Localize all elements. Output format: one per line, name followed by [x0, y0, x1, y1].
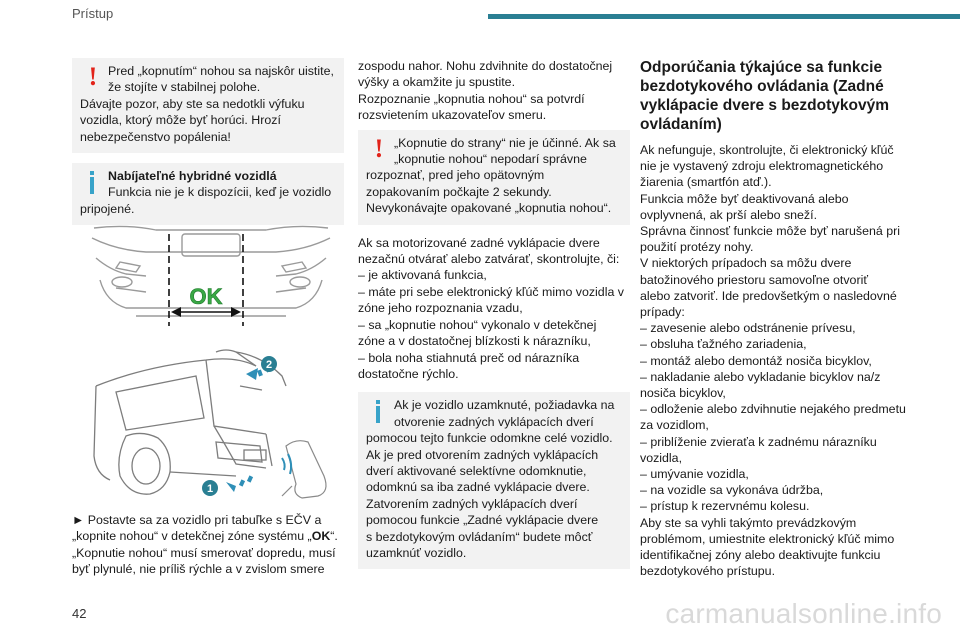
- info-icon: [376, 400, 380, 423]
- text-line: žiarenia (smartfón atď.).: [640, 175, 772, 190]
- text-line: nosiča bicyklov,: [640, 386, 726, 401]
- info-line: pomocou tejto funkcie odomkne celé vozidlo.: [366, 431, 613, 446]
- header-accent-bar: [488, 14, 960, 19]
- intro-text: [358, 58, 630, 124]
- text-line: ovplyvnená, ak prší alebo sneží.: [640, 207, 818, 222]
- text-line: – bola noha stiahnutá preč od nárazníka: [358, 350, 580, 365]
- text-line: nie je vystavený zdroju elektromagnetického: [640, 159, 884, 174]
- info-title: Nabíjateľné hybridné vozidlá: [108, 169, 277, 184]
- text-line: Ak sa motorizované zadné vyklápacie dvere: [358, 235, 600, 250]
- text-line: identifikačnej zóny alebo deaktivujte funkciu: [640, 548, 881, 563]
- instructions-text: [72, 512, 346, 578]
- warning-line: „Kopnutie do strany“ nie je účinné. Ak sa: [394, 135, 616, 150]
- text-line: výšky a okamžite ju spustite.: [358, 75, 516, 90]
- text-line: – prístup k rezervnému kolesu.: [640, 499, 810, 514]
- instruction-line: byť plynulé, nie príliš rýchle a v zvislom smere: [72, 562, 325, 577]
- warning-icon: !: [88, 62, 98, 91]
- text-line: zóne a v dostatočnej blízkosti k nárazníku,: [358, 334, 591, 349]
- callout-2-label: 2: [265, 359, 273, 371]
- text-line: použití protézy nohy.: [640, 240, 754, 255]
- info-line: dverí aktivované selektívne odomknutie,: [366, 463, 587, 478]
- text-line: – zavesenie alebo odstránenie prívesu,: [640, 321, 856, 336]
- text-line: – odloženie alebo zdvihnutie nejakého predmetu: [640, 402, 906, 417]
- info-line: pripojené.: [80, 201, 135, 216]
- instruction-line: ► Postavte sa za vozidlo pri tabuľke s EČV a: [72, 513, 322, 527]
- info-line: odomknú sa iba zadné vyklápacie dvere.: [366, 480, 590, 495]
- text-line: – priblíženie zvieraťa k zadnému nárazníku: [640, 434, 877, 449]
- text-line: dostatočne rýchlo.: [358, 366, 459, 381]
- section-title: Prístup: [72, 6, 114, 21]
- recommendations-text: [640, 142, 912, 579]
- instruction-line: „kopnite nohou“ v detekčnej zóne systému „OK“.: [72, 529, 338, 544]
- page-number: 42: [72, 606, 87, 621]
- text-line: vozidla,: [640, 450, 683, 465]
- text-line: – máte pri sebe elektronický kľúč mimo vozidla v: [358, 284, 624, 299]
- text-line: nezačnú otvárať alebo zatvárať, skontrolujte, či:: [358, 252, 620, 267]
- info-callout: [358, 392, 630, 569]
- warning-line: že stojíte v stabilnej polohe.: [108, 80, 261, 95]
- text-line: batožinového priestoru samovoľne otvoriť: [640, 272, 868, 287]
- warning-line: „kopnutie nohou“ nepodarí správne: [394, 152, 587, 167]
- warning-callout: [358, 130, 630, 225]
- info-icon: [90, 171, 94, 194]
- text-line: – umývanie vozidla,: [640, 467, 749, 482]
- warning-line: rozpoznať, pred jeho opätovným: [366, 168, 545, 183]
- watermark-text: carmanualsonline.info: [665, 598, 942, 629]
- troubleshooting-text: [358, 235, 630, 383]
- figure-tailgate-kick-illustration: [86, 346, 336, 506]
- text-line: Ak nefunguje, skontrolujte, či elektronický kľúč: [640, 143, 894, 157]
- text-line: za vozidlom,: [640, 418, 709, 433]
- warning-line: Dávajte pozor, aby ste sa nedotkli výfuku: [80, 96, 305, 111]
- info-line: Funkcia nie je k dispozícii, keď je vozidlo: [108, 185, 332, 200]
- text-line: – sa „kopnutie nohou“ vykonalo v detekčnej: [358, 317, 597, 332]
- column-2: [358, 58, 630, 569]
- info-line: uzamknúť vozidlo.: [366, 545, 467, 560]
- text-line: zóne jeho rozpoznania vzadu,: [358, 301, 523, 316]
- warning-line: zopakovaním počkajte 2 sekundy.: [366, 184, 552, 199]
- text-line: V niektorých prípadoch sa môžu dvere: [640, 256, 852, 271]
- text-line: bezdotykového prístupu.: [640, 564, 776, 579]
- instruction-line: „Kopnutie nohou“ musí smerovať dopredu, musí: [72, 545, 336, 560]
- info-line: s bezdotykovým ovládaním“ budete môcť: [366, 529, 593, 544]
- text-line: Správna činnosť funkcie môže byť narušená pri: [640, 224, 900, 239]
- warning-callout: [72, 58, 344, 153]
- info-line: Zatvorením zadných vyklápacích dverí: [366, 496, 578, 511]
- warning-line: vozidla, ktorý môže byť horúci. Hrozí: [80, 113, 281, 128]
- warning-icon: !: [374, 133, 384, 163]
- warning-line: Nevykonávajte opakované „kopnutia nohou“.: [366, 201, 612, 216]
- ok-inline-label: OK: [311, 529, 331, 544]
- column-1: [72, 58, 344, 225]
- text-line: rozsvietením ukazovateľov smeru.: [358, 108, 547, 123]
- warning-line: Pred „kopnutím“ nohou sa najskôr uistite,: [108, 64, 334, 78]
- info-line: Ak je vozidlo uzamknuté, požiadavka na: [394, 398, 615, 413]
- text-line: – nakladanie alebo vykladanie bicyklov na/z: [640, 369, 881, 384]
- callout-1-label: 1: [206, 483, 214, 495]
- text-line: prípady:: [640, 305, 685, 320]
- text-line: Rozpoznanie „kopnutia nohou“ sa potvrdí: [358, 91, 585, 106]
- text-line: Aby ste sa vyhli takýmto prevádzkovým: [640, 515, 857, 530]
- column-3: [640, 58, 912, 579]
- info-callout: [72, 163, 344, 225]
- figure-rear-bumper-detection-zone: [86, 222, 336, 334]
- text-line: alebo zatvoriť. Ide predovšetkým o nasledovné: [640, 288, 897, 303]
- info-line: Ak je pred otvorením zadných vyklápacích: [366, 447, 599, 462]
- section-heading: Odporúčania týkajúce sa funkcie bezdotykového ovládania (Zadné vyklápacie dvere s bezdotykovým ovládaním): [640, 59, 889, 133]
- text-line: – obsluha ťažného zariadenia,: [640, 337, 807, 352]
- text-line: problémom, umiestnite elektronický kľúč mimo: [640, 531, 895, 546]
- text-line: – montáž alebo demontáž nosiča bicyklov,: [640, 353, 872, 368]
- info-line: otvorenie zadných vyklápacích dverí: [394, 414, 594, 429]
- text-line: – na vozidle sa vykonáva údržba,: [640, 483, 824, 498]
- ok-label: OK: [189, 284, 223, 309]
- text-line: Funkcia môže byť deaktivovaná alebo: [640, 191, 849, 206]
- warning-line: nebezpečenstvo popálenia!: [80, 129, 231, 144]
- text-line: zospodu nahor. Nohu zdvihnite do dostatočnej: [358, 59, 613, 73]
- info-line: pomocou funkcie „Zadné vyklápacie dvere: [366, 513, 599, 528]
- text-line: – je aktivovaná funkcia,: [358, 268, 487, 283]
